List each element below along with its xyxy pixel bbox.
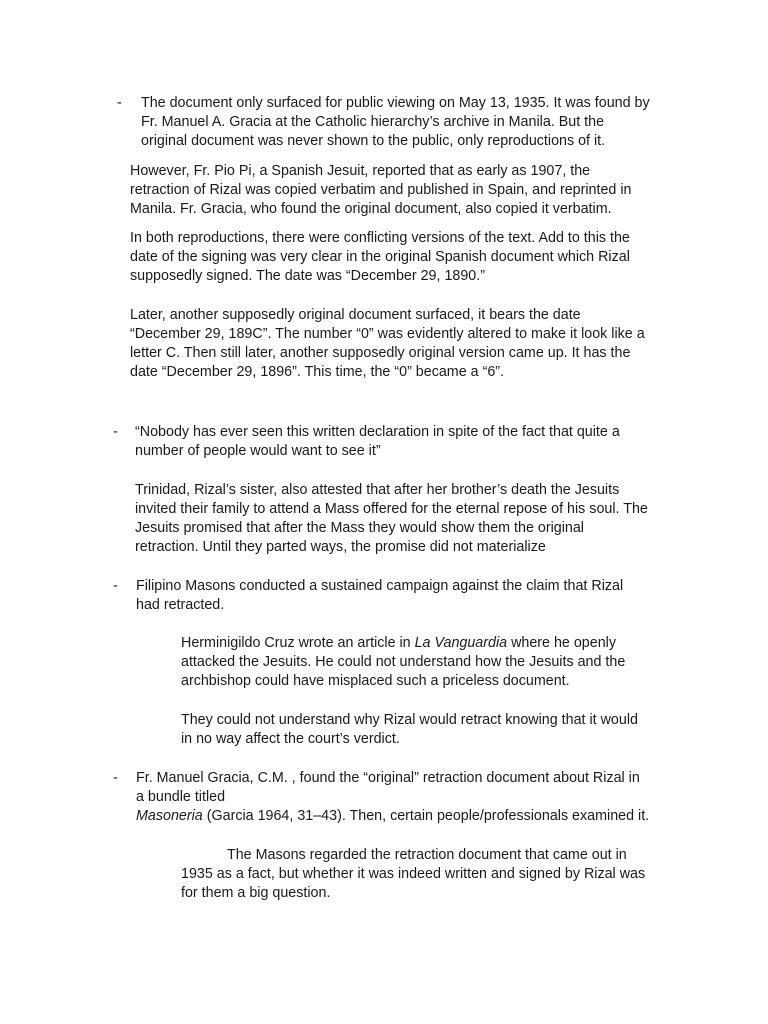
text-line: In both reproductions, there were conflicting versions of the text. Add to this the (130, 230, 630, 246)
bullet-paragraph-masons-campaign (136, 577, 623, 615)
text-line: a bundle titled (136, 789, 226, 805)
text-line: date of the signing was very clear in the original Spanish document which Rizal (130, 249, 630, 265)
paragraph-reproductions (130, 229, 630, 286)
paragraph-later-versions (130, 306, 645, 382)
paragraph-trinidad (135, 481, 648, 557)
text-line: retraction. Until they parted ways, the promise did not materialize (135, 539, 546, 555)
text-line: original document was never shown to the public, only reproductions of it. (141, 133, 606, 149)
text-line: “Nobody has ever seen this written declaration in spite of the fact that quite a (135, 424, 620, 440)
text-run: where he openly (507, 635, 616, 651)
paragraph-pio-pi (130, 162, 631, 219)
bullet-dash: - (113, 578, 118, 594)
text-line: However, Fr. Pio Pi, a Spanish Jesuit, reported that as early as 1907, the (130, 163, 591, 179)
bullet-paragraph-gracia-found (136, 769, 649, 826)
text-line: Trinidad, Rizal’s sister, also attested that after her brother’s death the Jesuits (135, 482, 620, 498)
text-line: letter C. Then still later, another supposedly original version came up. It has the (130, 345, 631, 361)
text-run: Herminigildo Cruz wrote an article in (181, 635, 415, 651)
text-line (136, 807, 649, 826)
text-line: had retracted. (136, 597, 225, 613)
bullet-dash: - (117, 95, 122, 111)
paragraph-masons-regarded (181, 846, 645, 903)
bullet-dash: - (113, 770, 118, 786)
bullet-paragraph-nobody-seen (135, 423, 620, 461)
publication-title: La Vanguardia (414, 635, 508, 651)
text-line: invited their family to attend a Mass offered for the eternal repose of his soul. The (135, 501, 648, 517)
text-line: in no way affect the court’s verdict. (181, 731, 400, 747)
paragraph-cruz-article (181, 634, 625, 691)
text-line: They could not understand why Rizal would retract knowing that it would (181, 712, 638, 728)
text-line: Fr. Manuel A. Gracia at the Catholic hierarchy’s archive in Manila. But the (141, 114, 605, 130)
text-line: attacked the Jesuits. He could not understand how the Jesuits and the (181, 654, 626, 670)
text-line: Jesuits promised that after the Mass they would show them the original (135, 520, 584, 536)
text-run: (Garcia 1964, 31–43). Then, certain people/professionals examined it. (202, 808, 650, 824)
text-line: The document only surfaced for public viewing on May 13, 1935. It was found by (141, 95, 650, 111)
text-line: supposedly signed. The date was “December 29, 1890.” (130, 268, 485, 284)
bullet-dash: - (113, 424, 118, 440)
text-line: for them a big question. (181, 885, 331, 901)
paragraph-court-verdict (181, 711, 638, 749)
text-line: “December 29, 189C”. The number “0” was evidently altered to make it look like a (130, 326, 645, 342)
text-line: Later, another supposedly original document surfaced, it bears the date (130, 307, 581, 323)
text-line: archbishop could have misplaced such a priceless document. (181, 673, 570, 689)
text-line: Fr. Manuel Gracia, C.M. , found the “original” retraction document about Rizal in (136, 770, 640, 786)
text-line: 1935 as a fact, but whether it was indeed written and signed by Rizal was (181, 866, 646, 882)
bundle-title: Masoneria (136, 808, 203, 824)
text-line: number of people would want to see it” (135, 443, 381, 459)
text-line (181, 634, 625, 653)
text-line: retraction of Rizal was copied verbatim and published in Spain, and reprinted in (130, 182, 632, 198)
bullet-paragraph-surfaced (141, 94, 650, 151)
text-line: Manila. Fr. Gracia, who found the original document, also copied it verbatim. (130, 201, 612, 217)
text-line: date “December 29, 1896”. This time, the “0” became a “6”. (130, 364, 505, 380)
text-line: The Masons regarded the retraction document that came out in (227, 847, 627, 863)
text-line: Filipino Masons conducted a sustained campaign against the claim that Rizal (136, 578, 624, 594)
